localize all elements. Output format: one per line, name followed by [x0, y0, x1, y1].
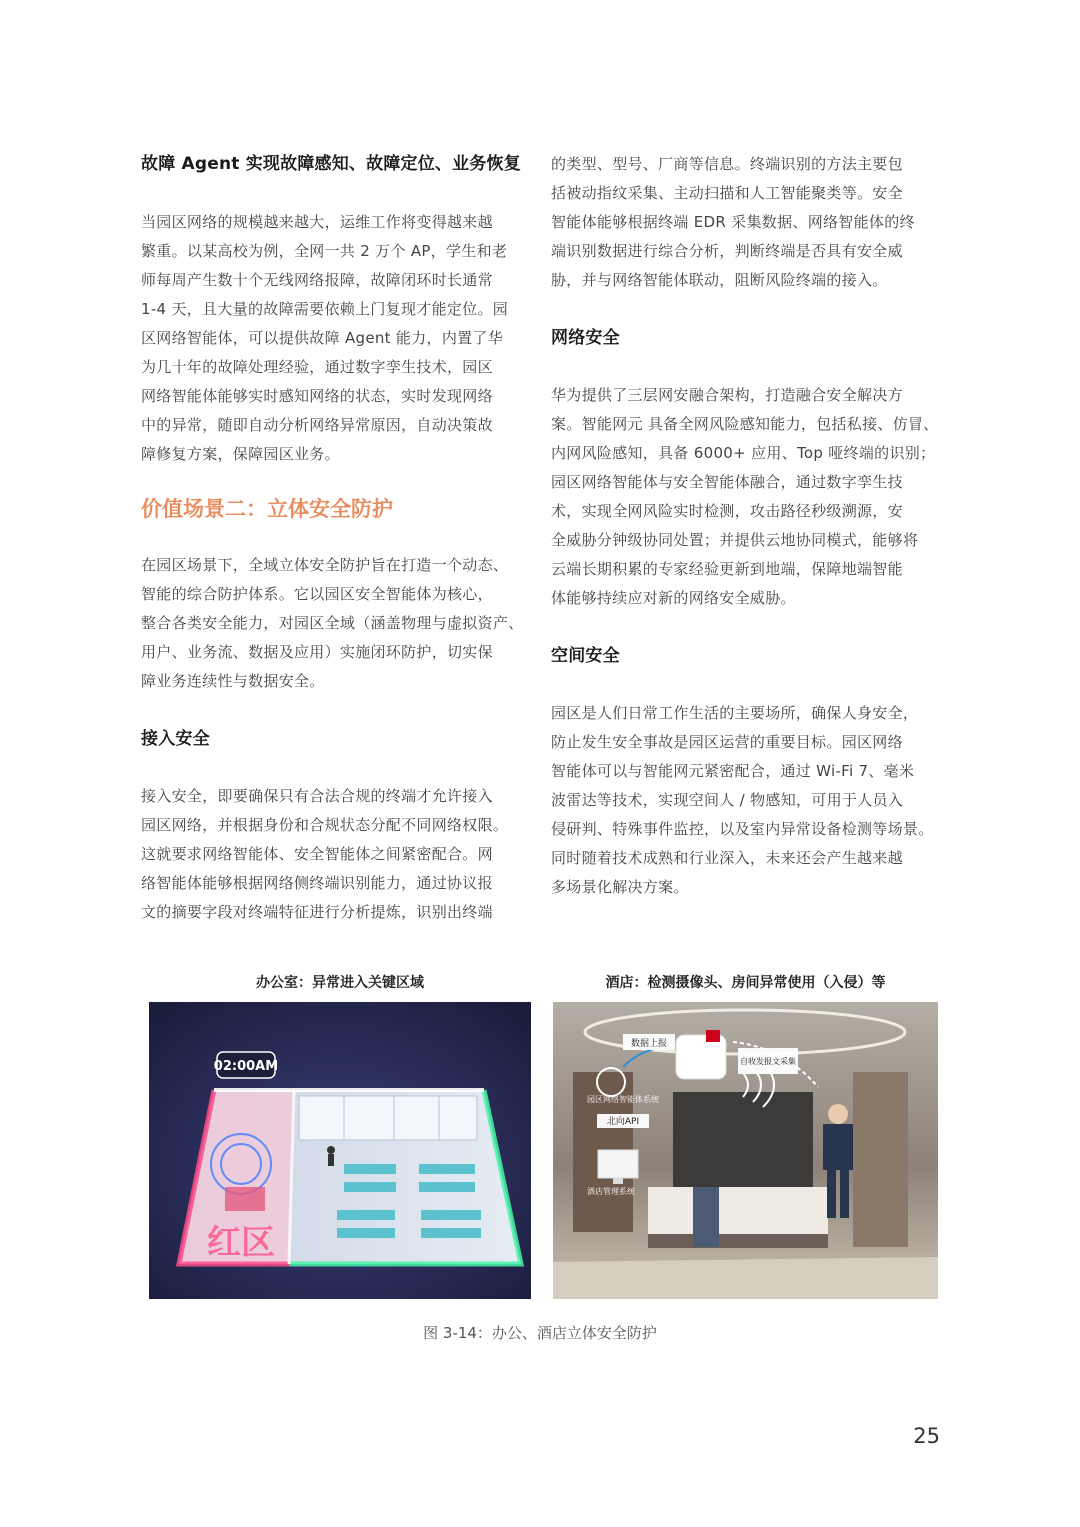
paragraph-3d-security: 在园区场景下，全域立体安全防护旨在打造一个动态、 智能的综合防护体系。它以园区安全智能体为核心， 整合各类安全能力，对园区全域（涵盖物理与虚拟资产、 用户、业务流、数据及应用）实施闭环防护，切实保 障业务连续性与数据安全。	[141, 556, 524, 690]
heading-value-scenario-two: 价值场景二：立体安全防护	[141, 497, 393, 521]
right-column	[551, 150, 941, 902]
left-column	[141, 150, 531, 927]
heading-access-security: 接入安全	[141, 729, 210, 749]
figure-caption: 图 3-14：办公、酒店立体安全防护	[423, 1324, 657, 1342]
heading-space-security: 空间安全	[551, 646, 620, 666]
paragraph-access-security: 接入安全，即要确保只有合法合规的终端才允许接入 园区网络，并根据身份和合规状态分配不同网络权限。 这就要求网络智能体、安全智能体之间紧密配合。网 络智能体能够根据网络侧终端识别能力，通过协议报 文的摘要字段对终端特征进行分析提炼，识别出终端	[141, 787, 509, 921]
label-hotel-system: 酒店管理系统	[587, 1187, 635, 1196]
paragraph-space-security: 园区是人们日常工作生活的主要场所，确保人身安全， 防止发生安全事故是园区运营的重要目标。园区网络 智能体可以与智能网元紧密配合，通过 Wi-Fi 7、毫米 波雷达等技术，实现空间人 / 物感知，可用于人员入 侵研判、特殊事件监控，以及室内异常设备检测等场景。 同时随着技术成熟和行业深入，未来还会产生越来越 多场景化解决方案。	[551, 704, 934, 896]
label-north-api: 北向API	[606, 1117, 640, 1127]
red-zone-label: 红区	[207, 1223, 275, 1263]
figure-hotel	[553, 966, 938, 1299]
figure-hotel-title: 酒店：检测摄像头、房间异常使用（入侵）等	[605, 975, 886, 991]
paragraph-terminal-identification: 的类型、型号、厂商等信息。终端识别的方法主要包 括被动指纹采集、主动扫描和人工智能聚类等。安全 智能体能够根据终端 EDR 采集数据、网络智能体的终 端识别数据进行综合分析，判断终端是否具有安全威 胁，并与网络智能体联动，阻断风险终端的接入。	[551, 155, 915, 289]
hotel-illustration	[553, 1002, 938, 1299]
label-packet-collect: 自收发报文采集	[740, 1057, 796, 1066]
figure-office	[149, 966, 531, 1299]
label-data-report: 数据上报	[630, 1039, 668, 1049]
office-illustration	[149, 1002, 531, 1299]
page-number: 25	[913, 1424, 940, 1448]
figure-office-title: 办公室：异常进入关键区域	[256, 975, 424, 991]
clock-readout: 02:00AM	[213, 1059, 279, 1074]
paragraph-fault-agent: 当园区网络的规模越来越大，运维工作将变得越来越 繁重。以某高校为例，全网一共 2 万个 AP，学生和老 师每周产生数十个无线网络报障，故障闭环时长通常 1-4 天，且大量的故障需要依赖上门复现才能定位。园 区网络智能体，可以提供故障 Agent 能力，内置了华 为几十年的故障处理经验，通过数字孪生技术，园区 网络智能体能够实时感知网络的状态，实时发现网络 中的异常，随即自动分析网络异常原因，自动决策故 障修复方案，保障园区业务。	[141, 213, 509, 463]
label-network-agent-system: 园区网络智能体系统	[587, 1095, 659, 1104]
paragraph-network-security: 华为提供了三层网安融合架构，打造融合安全解决方 案。智能网元 具备全网风险感知能力，包括私接、仿冒、 内网风险感知，具备 6000+ 应用、Top 哑终端的识别； 园区网络智能体与安全智能体融合，通过数字孪生技 术，实现全网风险实时检测，攻击路径秒级溯源，安 全威胁分钟级协同处置；并提供云地协同模式，能够将 云端长期积累的专家经验更新到地端，保障地端智能 体能够持续应对新的网络安全威胁。	[551, 386, 939, 607]
heading-fault-agent: 故障 Agent 实现故障感知、故障定位、业务恢复	[141, 154, 521, 174]
heading-network-security: 网络安全	[551, 328, 620, 348]
